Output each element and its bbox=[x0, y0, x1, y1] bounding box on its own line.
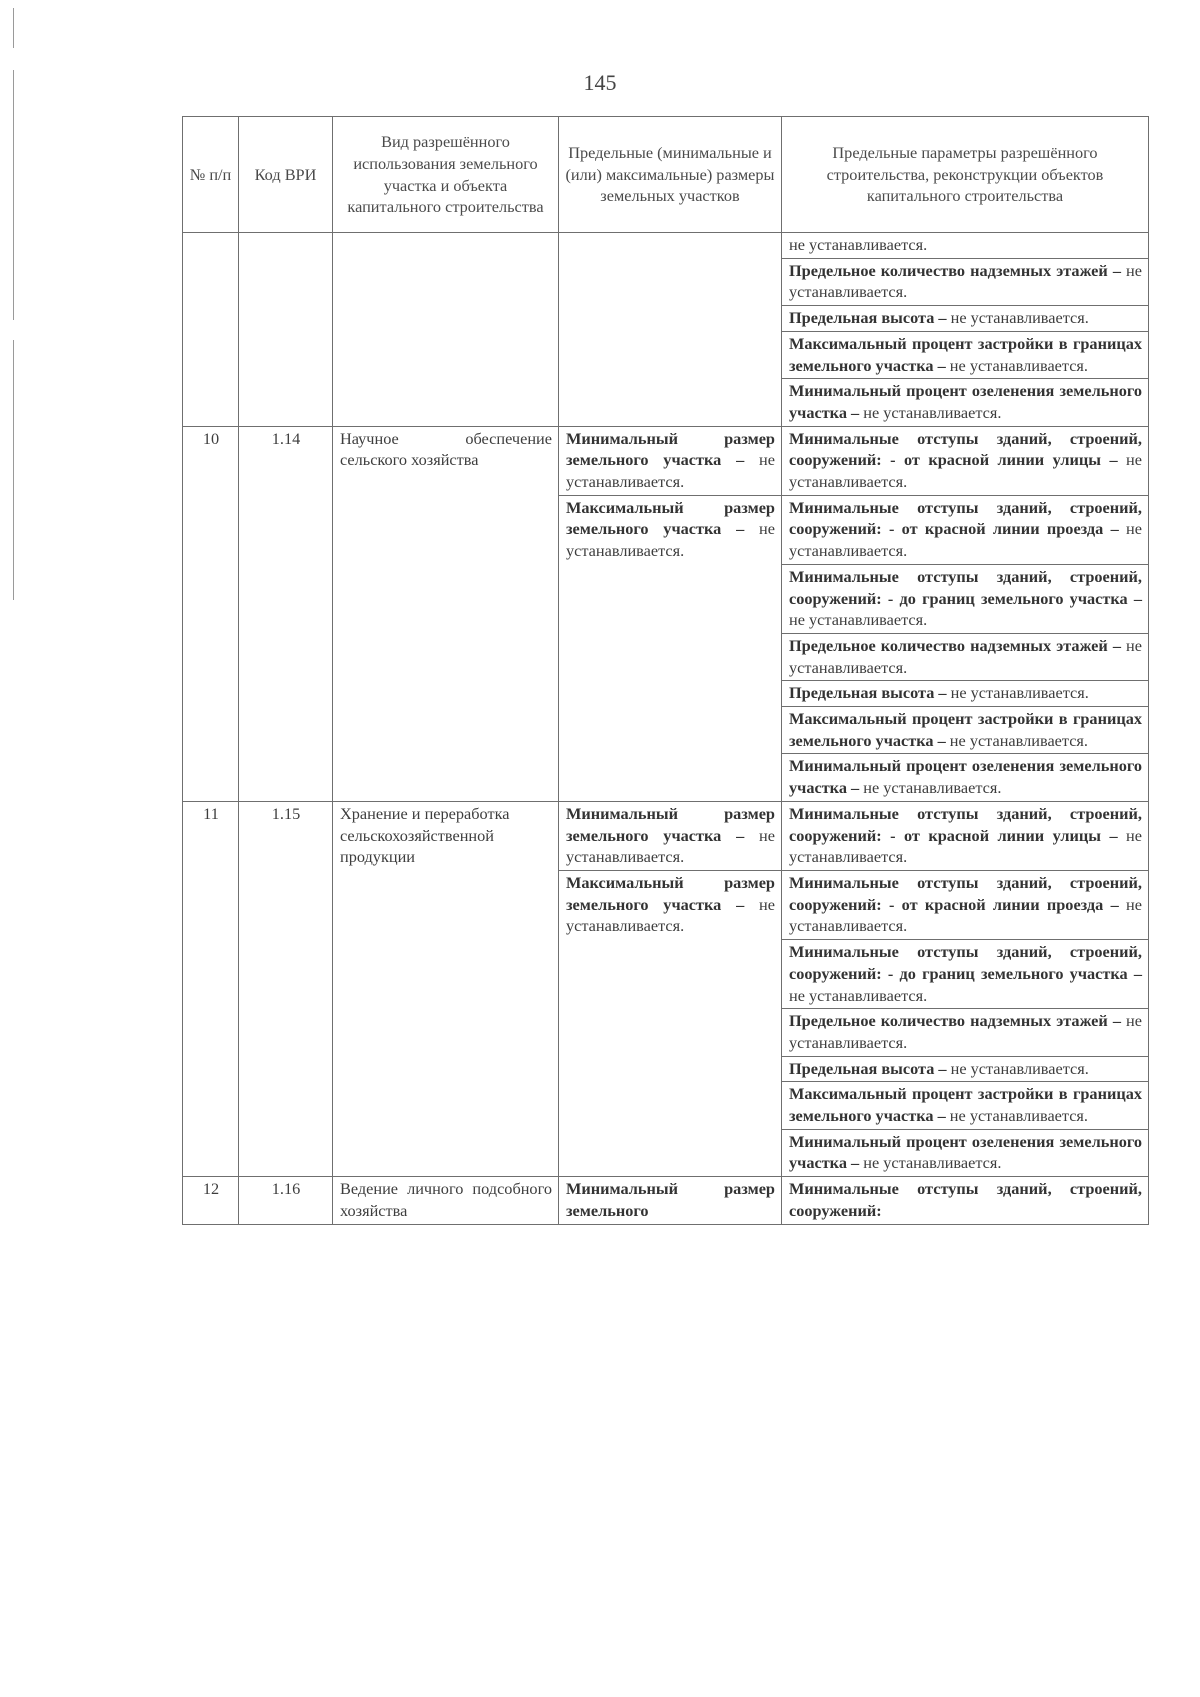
scan-edge-mark bbox=[13, 70, 14, 320]
param-cell: Максимальный процент застройки в границах земельного участка – не устанавливается. bbox=[782, 331, 1149, 378]
param-cell: Минимальный процент озеленения земельного участка – не устанавливается. bbox=[782, 1129, 1149, 1176]
cell-name: Ведение личного подсобного хозяйства bbox=[333, 1177, 559, 1224]
table-row bbox=[183, 426, 1149, 495]
cell-num bbox=[183, 233, 239, 427]
page-number: 145 bbox=[583, 70, 617, 95]
cell-code: 1.14 bbox=[239, 426, 333, 801]
scan-edge-mark bbox=[13, 8, 14, 48]
param-cell: Минимальные отступы зданий, строений, сооружений: bbox=[782, 1177, 1149, 1224]
cell-name: Научное обеспечение сельского хозяйства bbox=[333, 426, 559, 801]
param-cell: Минимальные отступы зданий, строений, сооружений: - от красной линии улицы – не устанавливается. bbox=[782, 426, 1149, 495]
param-cell: Максимальный процент застройки в границах земельного участка – не устанавливается. bbox=[782, 707, 1149, 754]
cell-code: 1.15 bbox=[239, 801, 333, 1176]
cell-min-size: Минимальный размер земельного bbox=[559, 1177, 782, 1224]
cell-max-size: Максимальный размер земельного участка – не устанавливается. bbox=[559, 495, 782, 801]
cell-name bbox=[333, 233, 559, 427]
param-cell: Предельное количество надземных этажей – не устанавливается. bbox=[782, 633, 1149, 680]
land-use-regulations-table bbox=[182, 116, 1149, 1225]
param-cell: Максимальный процент застройки в границах земельного участка – не устанавливается. bbox=[782, 1082, 1149, 1129]
param-cell: Минимальные отступы зданий, строений, сооружений: - от красной линии проезда – не устанавливается. bbox=[782, 870, 1149, 939]
param-cell: Минимальные отступы зданий, строений, сооружений: - до границ земельного участка – не устанавливается. bbox=[782, 564, 1149, 633]
cell-max-size: Максимальный размер земельного участка – не устанавливается. bbox=[559, 870, 782, 1176]
param-cell: не устанавливается. bbox=[782, 233, 1149, 259]
cell-name: Хранение и переработка сельскохозяйственной продукции bbox=[333, 801, 559, 1176]
param-cell: Минимальные отступы зданий, строений, сооружений: - от красной линии проезда – не устанавливается. bbox=[782, 495, 1149, 564]
header-sizes: Предельные (минимальные и (или) максимальные) размеры земельных участков bbox=[559, 117, 782, 233]
cell-size bbox=[559, 233, 782, 427]
header-use-type: Вид разрешённого использования земельного участка и объекта капитального строительства bbox=[333, 117, 559, 233]
header-code: Код ВРИ bbox=[239, 117, 333, 233]
param-cell: Предельная высота – не устанавливается. bbox=[782, 681, 1149, 707]
cell-code: 1.16 bbox=[239, 1177, 333, 1224]
table-row bbox=[183, 1177, 1149, 1224]
param-cell: Минимальные отступы зданий, строений, сооружений: - от красной линии улицы – не устанавливается. bbox=[782, 801, 1149, 870]
scan-edge-mark bbox=[13, 340, 14, 600]
param-cell: Предельная высота – не устанавливается. bbox=[782, 1056, 1149, 1082]
cell-num: 12 bbox=[183, 1177, 239, 1224]
param-cell: Предельная высота – не устанавливается. bbox=[782, 306, 1149, 332]
param-cell: Предельное количество надземных этажей – не устанавливается. bbox=[782, 1009, 1149, 1056]
header-params: Предельные параметры разрешённого строительства, реконструкции объектов капитального строительства bbox=[782, 117, 1149, 233]
cell-num: 11 bbox=[183, 801, 239, 1176]
header-num: № п/п bbox=[183, 117, 239, 233]
cell-code bbox=[239, 233, 333, 427]
table-row bbox=[183, 233, 1149, 259]
cell-num: 10 bbox=[183, 426, 239, 801]
param-cell: Предельное количество надземных этажей – не устанавливается. bbox=[782, 258, 1149, 305]
param-cell: Минимальные отступы зданий, строений, сооружений: - до границ земельного участка – не устанавливается. bbox=[782, 940, 1149, 1009]
param-cell: Минимальный процент озеленения земельного участка – не устанавливается. bbox=[782, 379, 1149, 426]
cell-min-size: Минимальный размер земельного участка – не устанавливается. bbox=[559, 426, 782, 495]
table-row bbox=[183, 801, 1149, 870]
cell-min-size: Минимальный размер земельного участка – не устанавливается. bbox=[559, 801, 782, 870]
table-header-row bbox=[183, 117, 1149, 233]
param-cell: Минимальный процент озеленения земельного участка – не устанавливается. bbox=[782, 754, 1149, 801]
